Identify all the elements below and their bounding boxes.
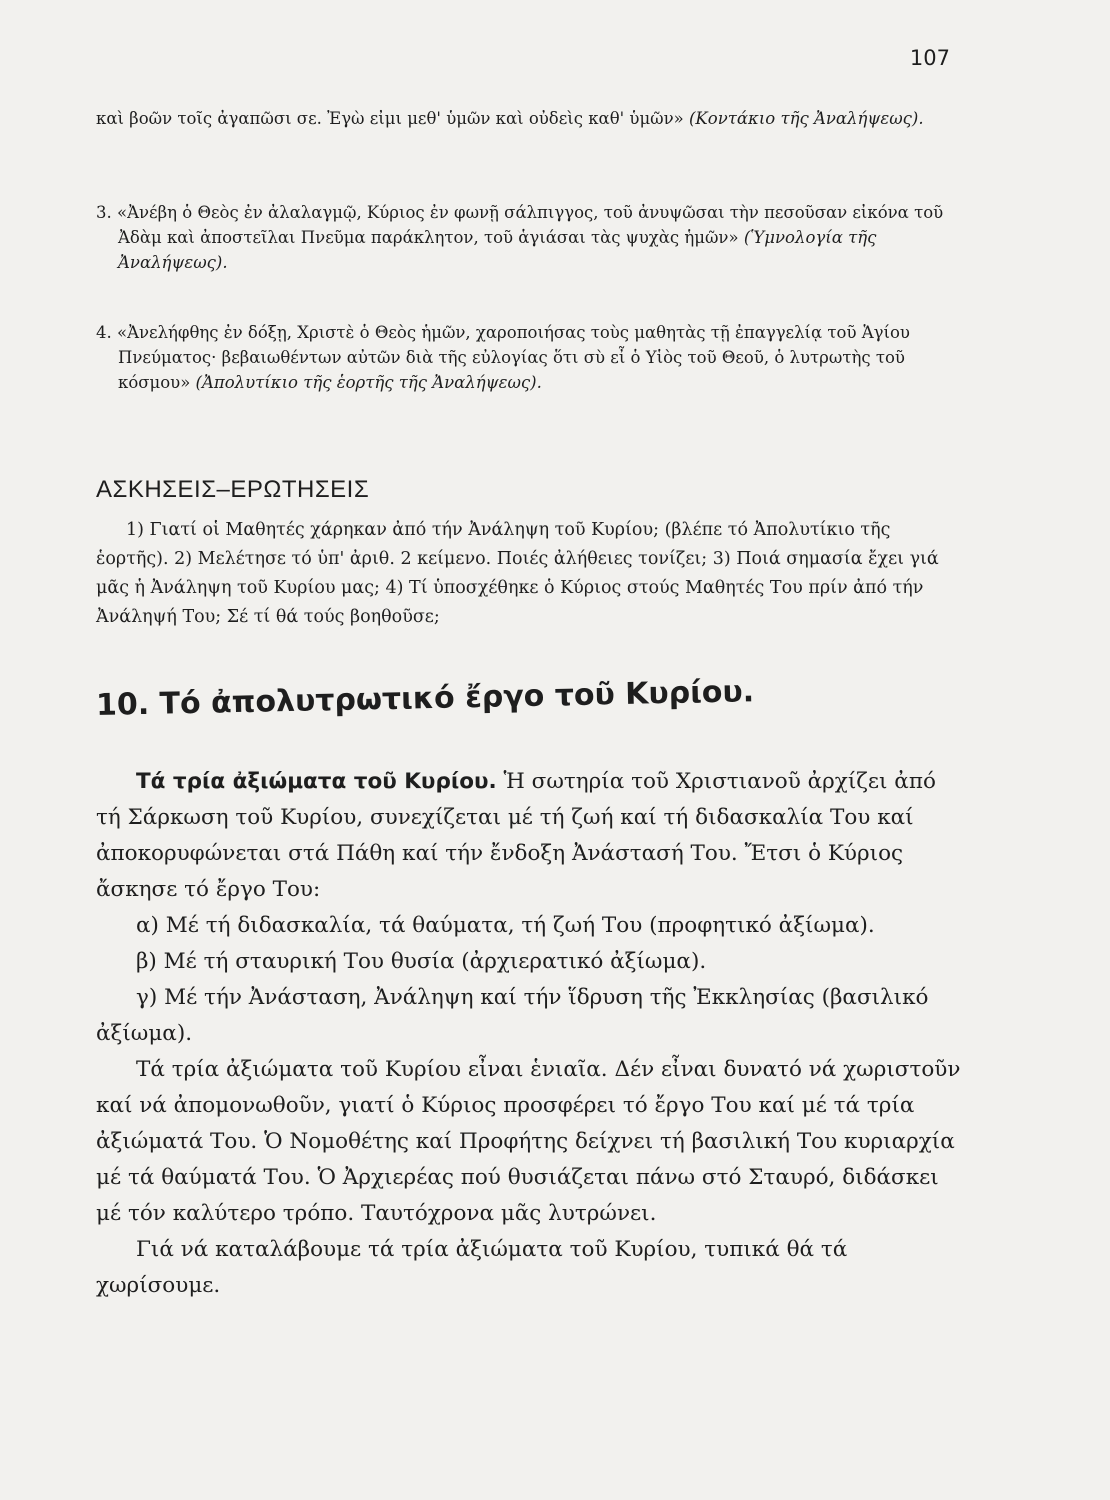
- footnote-3-number: 3.: [96, 203, 112, 222]
- footnote-4-source: (Ἀπολυτίκιο τῆς ἑορτῆς τῆς Ἀναλήψεως).: [195, 373, 542, 392]
- body-paragraph-3: Γιά νά καταλάβουμε τά τρία ἀξιώματα τοῦ Κυρίου, τυπικά θά τά χωρίσουμε.: [96, 1237, 848, 1298]
- footnote-continuation: [96, 106, 956, 131]
- footnote-3: [96, 200, 956, 275]
- body-paragraph-1: [96, 764, 962, 908]
- page-number: 107: [909, 46, 950, 70]
- body-paragraph-1-text: Ἡ σωτηρία τοῦ Χριστιανοῦ ἀρχίζει ἀπό τή Σάρκωση τοῦ Κυρίου, συνεχίζεται μέ τή ζωή καί τή διδασκαλία Του καί ἀποκορυφώνεται στά Πάθη καί τήν ἔνδοξη Ἀνάστασή Του. Ἔτσι ὁ Κύριος ἄσκησε τό ἔργο Του:: [96, 769, 936, 902]
- body-lead-heading: Τά τρία ἀξιώματα τοῦ Κυρίου.: [136, 769, 497, 794]
- footnote-continuation-text: καὶ βοῶν τοῖς ἀγαπῶσι σε. Ἐγὼ εἰμι μεθ' ὑμῶν καὶ οὐδεὶς καθ' ὑμῶν»: [96, 109, 684, 128]
- footnote-4-text: «Ἀνελήφθης ἐν δόξῃ, Χριστὲ ὁ Θεὸς ἡμῶν, χαροποιήσας τοὺς μαθητὰς τῇ ἐπαγγελίᾳ τοῦ Ἁγίου Πνεύματος· βεβαιωθέντων αὐτῶν διὰ τῆς εὐλογίας ὅτι σὺ εἶ ὁ Υἱὸς τοῦ Θεοῦ, ὁ λυτρωτὴς τοῦ κόσμου»: [117, 323, 910, 392]
- footnote-continuation-source: (Κοντάκιο τῆς Ἀναλήψεως).: [689, 109, 924, 128]
- chapter-body: [96, 764, 962, 1304]
- footnote-4: [96, 320, 956, 395]
- footnote-3-text: «Ἀνέβη ὁ Θεὸς ἐν ἀλαλαγμῷ, Κύριος ἐν φωνῇ σάλπιγγος, τοῦ ἀνυψῶσαι τὴν πεσοῦσαν εἰκόνα τοῦ Ἀδὰμ καὶ ἀποστεῖλαι Πνεῦμα παράκλητον, τοῦ ἁγιάσαι τὰς ψυχὰς ἡμῶν»: [117, 203, 944, 247]
- list-item-c: γ) Μέ τήν Ἀνάσταση, Ἀνάληψη καί τήν ἵδρυση τῆς Ἐκκλησίας (βασιλικό ἀξίωμα).: [96, 985, 929, 1046]
- list-item-a: α) Μέ τή διδασκαλία, τά θαύματα, τή ζωή Του (προφητικό ἀξίωμα).: [136, 913, 875, 938]
- exercises-text: 1) Γιατί οἱ Μαθητές χάρηκαν ἀπό τήν Ἀνάληψη τοῦ Κυρίου; (βλέπε τό Ἀπολυτίκιο τῆς ἑορτῆς). 2) Μελέτησε τό ὑπ' ἀριθ. 2 κείμενο. Ποιές ἀλήθειες τονίζει; 3) Ποιά σημασία ἔχει γιά μᾶς ἡ Ἀνάληψη τοῦ Κυρίου μας; 4) Τί ὑποσχέθηκε ὁ Κύριος στούς Μαθητές Του πρίν ἀπό τήν Ἀνάληψή Του; Σέ τί θά τούς βοηθοῦσε;: [96, 520, 939, 627]
- list-item-b: β) Μέ τή σταυρική Του θυσία (ἀρχιερατικό ἀξίωμα).: [136, 949, 707, 974]
- footnote-3-source: (Ὑμνολογία τῆς Ἀναλήψεως).: [118, 228, 877, 272]
- exercises-heading: ΑΣΚΗΣΕΙΣ–ΕΡΩΤΗΣΕΙΣ: [96, 476, 370, 503]
- body-paragraph-2: Τά τρία ἀξιώματα τοῦ Κυρίου εἶναι ἑνιαῖα. Δέν εἶναι δυνατό νά χωριστοῦν καί νά ἀπομονωθοῦν, γιατί ὁ Κύριος προσφέρει τό ἔργο Του καί μέ τά τρία ἀξιώματά Του. Ὁ Νομοθέτης καί Προφήτης δείχνει τή βασιλική Του κυριαρχία μέ τά θαύματά Του. Ὁ Ἀρχιερέας πού θυσιάζεται πάνω στό Σταυρό, διδάσκει μέ τόν καλύτερο τρόπο. Ταυτόχρονα μᾶς λυτρώνει.: [96, 1057, 961, 1226]
- chapter-title: 10. Τό ἀπολυτρωτικό ἔργο τοῦ Κυρίου.: [95, 674, 755, 723]
- footnote-4-number: 4.: [96, 323, 112, 342]
